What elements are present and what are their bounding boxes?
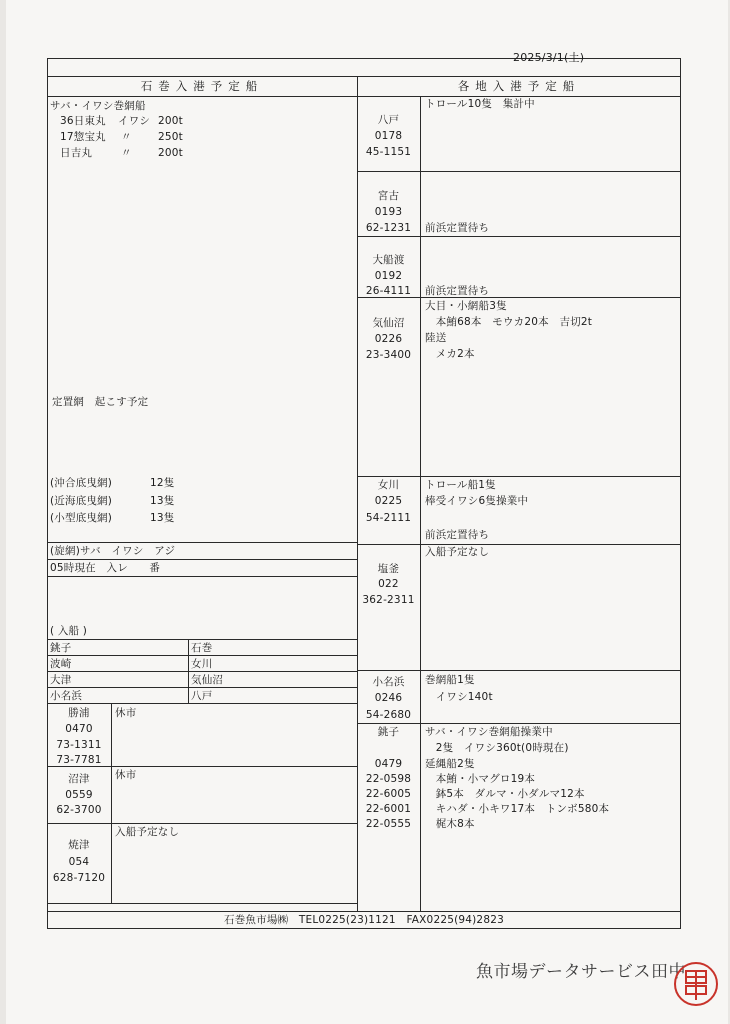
left-row-sep bbox=[47, 559, 357, 560]
ship-fish: 〃 bbox=[121, 131, 132, 143]
trawl-count: 13隻 bbox=[150, 512, 175, 524]
port-code: 0226 bbox=[374, 333, 403, 345]
ship-fish: 〃 bbox=[121, 147, 132, 159]
market-tel: 73-7781 bbox=[56, 754, 102, 766]
ship-amount: 200t bbox=[158, 147, 183, 159]
port-cell: 大津 bbox=[50, 674, 72, 686]
ship-name: 36日東丸 bbox=[60, 115, 106, 127]
port-note: 本鮪68本 モウカ20本 吉切2t bbox=[425, 316, 593, 328]
nyuko-status: 05時現在 入レ 番 bbox=[50, 562, 161, 574]
port-code: 022 bbox=[378, 578, 399, 590]
left-row-sep bbox=[47, 823, 357, 824]
left-row-sep bbox=[47, 576, 357, 577]
port-cell: 女川 bbox=[191, 658, 213, 670]
port-cell: 波崎 bbox=[50, 658, 72, 670]
ship-amount: 250t bbox=[158, 131, 183, 143]
signature: 魚市場データサービス田中 bbox=[476, 962, 686, 982]
port-tel: 54-2111 bbox=[365, 512, 412, 524]
port-name: 八戸 bbox=[377, 114, 400, 126]
port-tel: 62-1231 bbox=[365, 222, 412, 234]
left-row-sep bbox=[47, 687, 357, 688]
market-tel: 62-3700 bbox=[56, 804, 102, 816]
left-row-sep bbox=[47, 655, 357, 656]
port-code: 0246 bbox=[374, 692, 403, 704]
port-note: 巻網船1隻 bbox=[425, 674, 475, 686]
left-row-sep bbox=[47, 671, 357, 672]
port-note: 棒受イワシ6隻操業中 bbox=[425, 495, 529, 507]
left-row-sep bbox=[47, 903, 357, 904]
port-cell: 気仙沼 bbox=[191, 674, 224, 686]
section-purse-seine-title: サバ・イワシ巻網船 bbox=[50, 100, 146, 112]
port-note: 前浜定置待ち bbox=[425, 285, 490, 297]
port-code: 0193 bbox=[374, 206, 403, 218]
market-code: 054 bbox=[68, 856, 90, 868]
port-tel: 22-0598 bbox=[365, 773, 412, 785]
trawl-label: (小型底曳網) bbox=[50, 512, 113, 524]
port-note: トロール10隻 集計中 bbox=[425, 98, 535, 110]
port-note: 大目・小網船3隻 bbox=[425, 300, 507, 312]
port-cell: 石巻 bbox=[191, 642, 213, 654]
market-status: 休市 bbox=[115, 769, 137, 781]
port-name: 宮古 bbox=[377, 190, 400, 202]
right-row-sep bbox=[357, 544, 681, 545]
port-name: 大船渡 bbox=[372, 254, 405, 266]
port-tel: 26-4111 bbox=[365, 285, 412, 297]
market-divider bbox=[111, 703, 112, 903]
port-grid-divider bbox=[188, 639, 189, 703]
port-tel: 22-6001 bbox=[365, 803, 412, 815]
port-tel: 23-3400 bbox=[365, 349, 412, 361]
port-note: 入船予定なし bbox=[425, 546, 490, 558]
port-note: トロール船1隻 bbox=[425, 479, 496, 491]
port-tel: 54-2680 bbox=[365, 709, 412, 721]
port-note: キハダ・小キワ17本 トンボ580本 bbox=[425, 803, 610, 815]
left-row-sep bbox=[47, 639, 357, 640]
trawl-count: 13隻 bbox=[150, 495, 175, 507]
port-code: 0178 bbox=[374, 130, 403, 142]
port-note: メカ2本 bbox=[425, 348, 475, 360]
market-code: 0559 bbox=[65, 789, 93, 801]
market-status: 休市 bbox=[115, 707, 137, 719]
nyusen-label: ( 入船 ) bbox=[50, 625, 88, 637]
port-name: 気仙沼 bbox=[372, 317, 405, 329]
seal-stamp bbox=[674, 962, 718, 1006]
right-column-title: 各地入港予定船 bbox=[457, 79, 581, 93]
market-status: 入船予定なし bbox=[115, 826, 180, 838]
market-tel: 73-1311 bbox=[56, 739, 102, 751]
seal-stamp-icon bbox=[676, 964, 716, 1004]
market-name: 焼津 bbox=[68, 839, 90, 851]
ship-name: 17惣宝丸 bbox=[60, 131, 106, 143]
port-note: 陸送 bbox=[425, 332, 447, 344]
header-divider-bottom bbox=[47, 96, 681, 97]
table-border-right bbox=[680, 58, 681, 928]
port-note: 鉢5本 ダルマ・小ダルマ12本 bbox=[425, 788, 585, 800]
right-row-sep bbox=[357, 236, 681, 237]
port-code: 0192 bbox=[374, 270, 403, 282]
port-tel: 22-6005 bbox=[365, 788, 412, 800]
port-code: 0479 bbox=[374, 758, 403, 770]
trawl-label: (近海底曳網) bbox=[50, 495, 113, 507]
left-row-sep bbox=[47, 703, 357, 704]
port-cell: 八戸 bbox=[191, 690, 213, 702]
port-name: 小名浜 bbox=[372, 676, 405, 688]
table-border-bottom bbox=[47, 928, 681, 929]
port-note: イワシ140t bbox=[425, 691, 493, 703]
header-divider-top bbox=[47, 76, 681, 77]
footer-contact: 石巻魚市場㈱ TEL0225(23)1121 FAX0225(94)2823 bbox=[224, 914, 504, 926]
left-column-title: 石巻入港予定船 bbox=[140, 79, 264, 93]
market-name: 沼津 bbox=[68, 773, 90, 785]
port-tel: 45-1151 bbox=[365, 146, 412, 158]
ship-fish: イワシ bbox=[118, 115, 151, 127]
port-tel: 22-0555 bbox=[365, 818, 412, 830]
trawl-label: (沖合底曳網) bbox=[50, 477, 113, 489]
market-code: 0470 bbox=[65, 723, 93, 735]
port-name: 塩釜 bbox=[377, 563, 400, 575]
port-note: 前浜定置待ち bbox=[425, 529, 490, 541]
right-row-sep bbox=[357, 670, 681, 671]
port-code: 0225 bbox=[374, 495, 403, 507]
port-cell: 銚子 bbox=[50, 642, 72, 654]
trawl-count: 12隻 bbox=[150, 477, 175, 489]
senmou-header: (旋網)サバ イワシ アジ bbox=[50, 545, 176, 557]
ship-amount: 200t bbox=[158, 115, 183, 127]
market-tel: 628-7120 bbox=[52, 872, 106, 884]
port-name: 女川 bbox=[377, 479, 400, 491]
right-row-sep bbox=[357, 476, 681, 477]
footer-divider bbox=[47, 911, 681, 912]
right-inner-divider bbox=[420, 96, 421, 912]
port-note: 本鮪・小マグロ19本 bbox=[425, 773, 536, 785]
port-tel: 362-2311 bbox=[362, 594, 415, 606]
right-row-sep bbox=[357, 171, 681, 172]
left-row-sep bbox=[47, 542, 357, 543]
port-cell: 小名浜 bbox=[50, 690, 83, 702]
teichi-note: 定置網 起こす予定 bbox=[52, 396, 149, 408]
market-name: 勝浦 bbox=[68, 707, 90, 719]
port-note: 梶木8本 bbox=[425, 818, 475, 830]
port-note: サバ・イワシ巻網船操業中 bbox=[425, 726, 553, 738]
port-note: 延縄船2隻 bbox=[425, 758, 475, 770]
right-row-sep bbox=[357, 723, 681, 724]
table-border-top bbox=[47, 58, 681, 59]
ship-name: 日吉丸 bbox=[60, 147, 93, 159]
port-note: 2隻 イワシ360t(0時現在) bbox=[425, 742, 569, 754]
port-name: 銚子 bbox=[377, 726, 400, 738]
report-date: 2025/3/1(土) bbox=[513, 51, 585, 64]
port-note: 前浜定置待ち bbox=[425, 222, 490, 234]
